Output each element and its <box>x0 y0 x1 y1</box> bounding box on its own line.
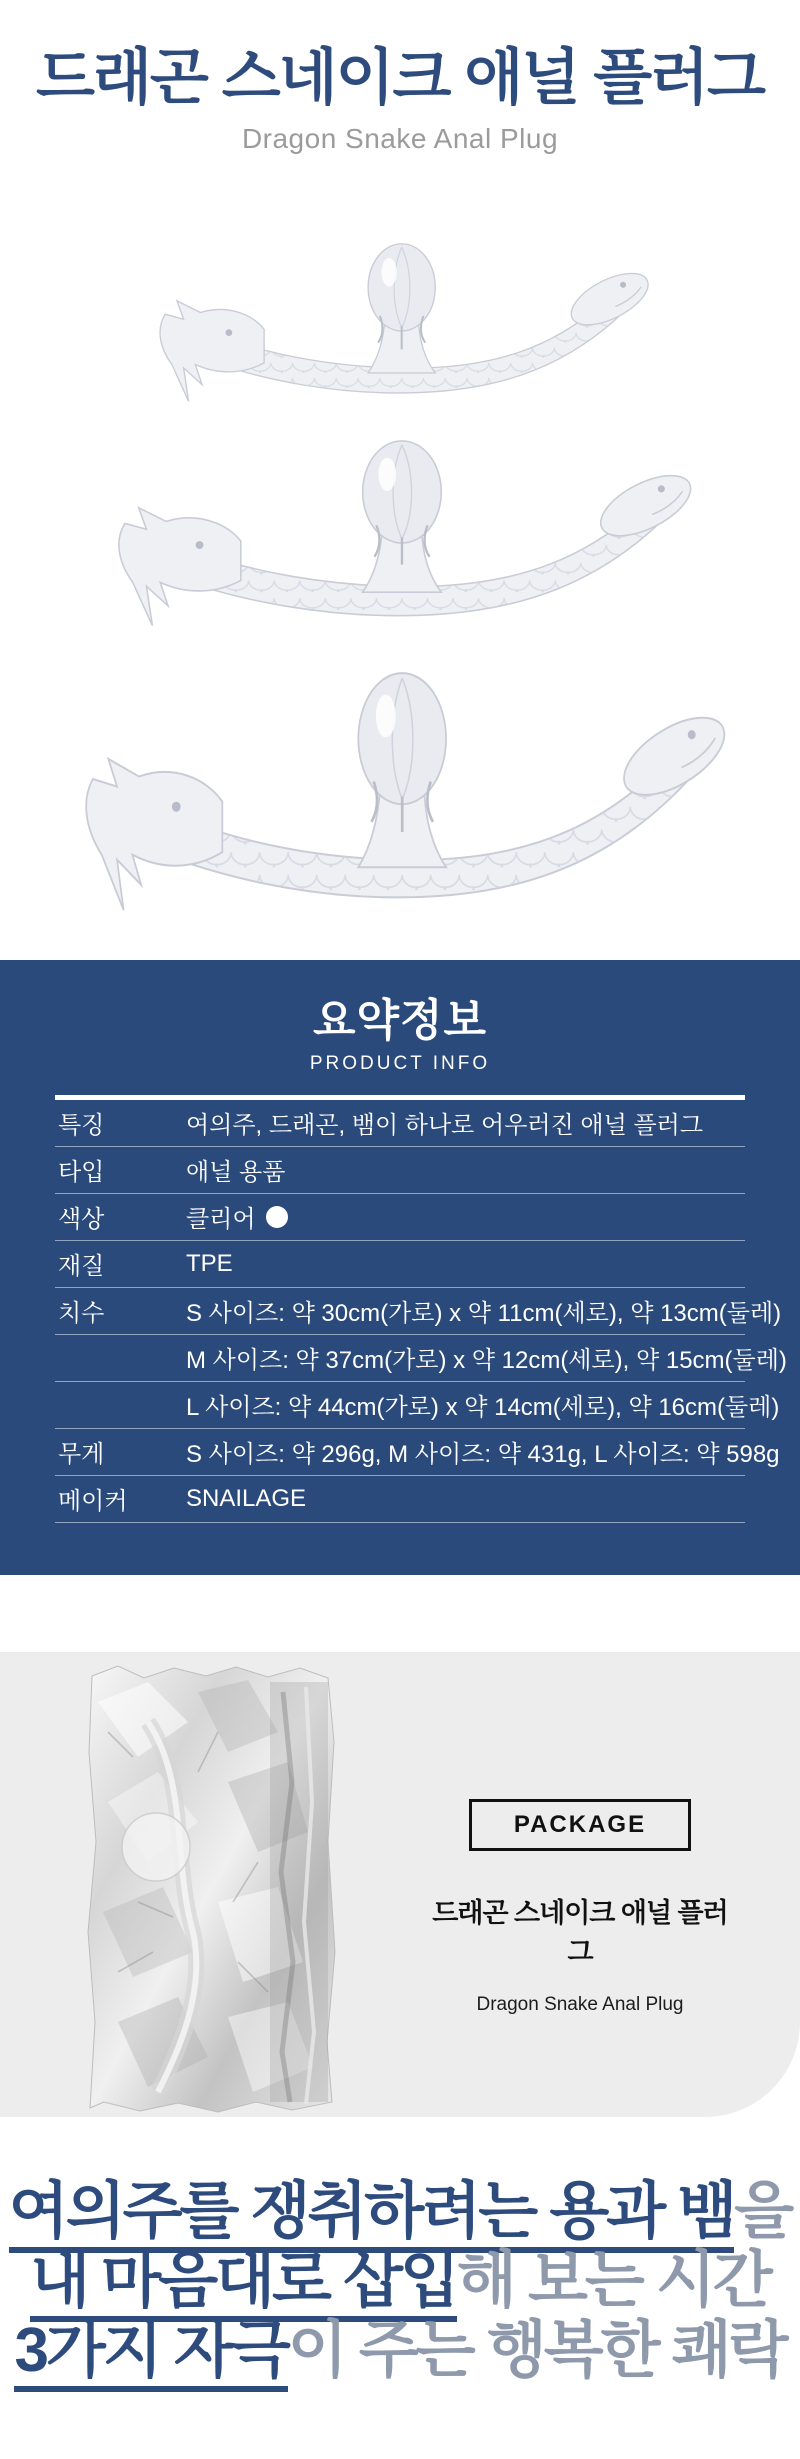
table-row <box>55 1476 745 1523</box>
package-product-title: 드래곤 스네이크 애널 플러그 <box>432 1897 728 1967</box>
spec-value: L 사이즈: 약 44cm(가로) x 약 14cm(세로), 약 16cm(둘레) <box>186 1394 780 1422</box>
package-caption <box>430 1799 730 2016</box>
table-row <box>55 1382 780 1429</box>
spec-table <box>55 1100 787 1523</box>
spec-label: 치수 <box>58 1300 105 1328</box>
headline-rest: 을 <box>734 2176 792 2246</box>
spec-value: M 사이즈: 약 37cm(가로) x 약 12cm(세로), 약 15cm(둘레) <box>186 1347 787 1375</box>
headline-line <box>0 2177 800 2246</box>
spec-value: S 사이즈: 약 30cm(가로) x 약 11cm(세로), 약 13cm(둘레) <box>186 1300 782 1328</box>
product-gallery <box>0 155 800 953</box>
spec-label: 무게 <box>58 1441 105 1469</box>
headline-rest: 해 보는 시간 <box>456 2246 770 2316</box>
info-title: 요약정보 <box>312 996 487 1046</box>
spec-label: 색상 <box>58 1206 105 1234</box>
table-row <box>55 1241 745 1288</box>
table-row <box>55 1100 745 1147</box>
spec-value <box>186 1199 745 1234</box>
product-info-panel <box>0 960 800 1575</box>
page-title: 드래곤 스네이크 애널 플러그 <box>36 43 764 111</box>
info-subtitle: PRODUCT INFO <box>309 1052 491 1074</box>
foil-pouch-photo <box>78 1662 344 2117</box>
package-badge: PACKAGE <box>469 1799 691 1851</box>
headline-accent: 내 마음대로 삽입 <box>30 2246 457 2322</box>
headline-rest: 이 주는 행복한 쾌락 <box>287 2315 786 2385</box>
headline <box>0 2177 800 2399</box>
clear-plug-photo-size-l <box>60 663 740 953</box>
package-product-subtitle: Dragon Snake Anal Plug <box>476 1993 684 2015</box>
spec-value: 애널 용품 <box>186 1159 286 1187</box>
table-row <box>55 1288 782 1335</box>
spec-label: 메이커 <box>58 1488 128 1516</box>
package-panel <box>0 1652 800 2117</box>
table-row <box>55 1335 787 1382</box>
spec-label: 특징 <box>58 1112 105 1140</box>
spec-value-text: 클리어 <box>186 1206 256 1234</box>
clear-plug-photo-size-m <box>95 433 705 659</box>
header <box>0 0 800 155</box>
headline-line <box>0 2246 800 2315</box>
headline-line <box>0 2316 800 2385</box>
table-row <box>55 1194 745 1241</box>
spec-value: TPE <box>186 1249 233 1277</box>
spec-label: 타입 <box>58 1159 105 1187</box>
clear-color-swatch <box>266 1206 288 1228</box>
headline-accent: 3가지 자극 <box>14 2316 287 2392</box>
page-subtitle: Dragon Snake Anal Plug <box>241 123 559 155</box>
headline-accent: 여의주를 쟁취하려는 용과 뱀 <box>9 2177 734 2253</box>
clear-plug-photo-size-s <box>140 237 660 430</box>
spec-label: 재질 <box>58 1253 105 1281</box>
table-row <box>55 1429 780 1476</box>
spec-value: 여의주, 드래곤, 뱀이 하나로 어우러진 애널 플러그 <box>186 1112 704 1140</box>
spec-value: S 사이즈: 약 296g, M 사이즈: 약 431g, L 사이즈: 약 598g <box>186 1441 780 1469</box>
spec-value: SNAILAGE <box>186 1484 307 1512</box>
table-row <box>55 1147 745 1194</box>
